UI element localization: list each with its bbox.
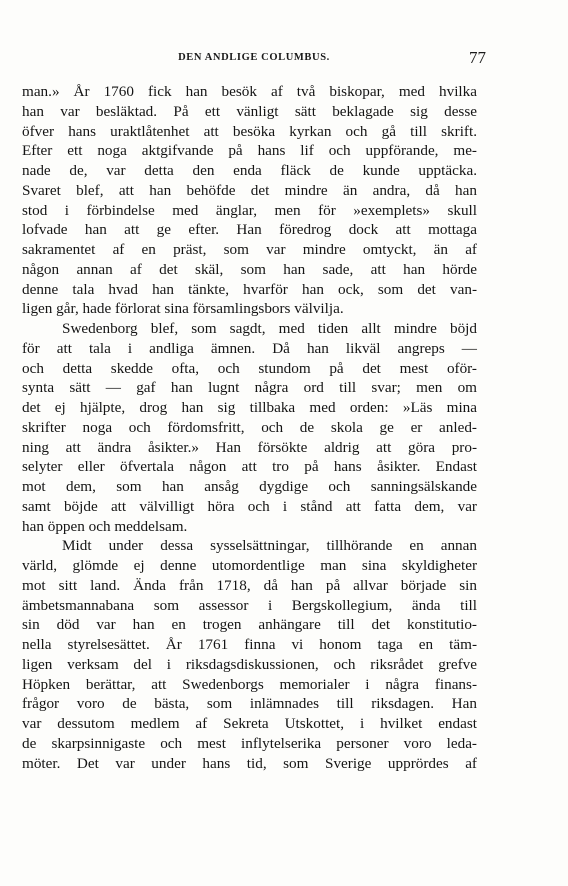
text-line: möter. Det var under hans tid, som Sverige upprördes af [22,754,477,772]
text-line: ämbetsmannabana som assessor i Bergskollegium, ända till [22,596,477,614]
text-line: denne tala hvad han tänkte, hvarför han ock, som det van- [22,280,477,298]
paragraph-2 [22,319,477,536]
text-line: värld, glömde ej denne utomordentlige man sina skyldigheter [22,557,477,574]
text-line: mot dem, som han ansåg dygdige och sanningsälskande [22,478,477,495]
text-line: Midt under dessa sysselsättningar, tillhörande en annan [62,537,477,555]
text-line: ligen går, hade förlorat sina församlingsbors välvilja. [22,300,344,318]
text-line: mot sitt land. Ända från 1718, då han på allvar började sin [22,576,477,594]
text-line: frågor voro de bästa, som inlämnades till riksdagen. Han [22,695,477,713]
text-line: han var besläktad. På ett vänligt sätt beklagade sig desse [22,102,477,120]
paragraph-3 [22,536,477,773]
text-line: samt böjde att välvilligt höra och i stånd att fatta dem, var [22,497,477,515]
text-line: för att tala i andliga ämnen. Då han likväl angreps — [22,339,477,357]
text-line: han öppen och meddelsam. [22,517,188,535]
text-line: ligen verksam del i riksdagsdiskussionen, och riksrådet grefve [22,655,477,673]
text-line: de skarpsinnigaste och mest inflytelserika personer voro leda- [22,734,477,752]
text-line: lofvade han att ge efter. Han föredrog dock att mottaga [22,221,477,239]
text-line: nade de, var detta den enda fläck de kunde upptäcka. [22,162,477,179]
text-line: sin död var han en trogen anhängare till det konstitutio- [22,616,477,634]
running-head: DEN ANDLIGE COLUMBUS. [178,52,330,63]
text-line: Höpken berättar, att Swedenborgs memorialer i några finans- [22,675,477,693]
paragraph-1 [22,82,477,319]
text-line: Svaret blef, att han behöfde det mindre än andra, då han [22,181,477,199]
page-header [22,48,486,70]
text-line: var dessutom medlem af Sekreta Utskottet, i hvilket endast [22,715,477,732]
text-line: skrifter noga och fördomsfritt, och de skola ge er anled- [22,418,477,436]
text-line: sakramentet af en präst, som var mindre omtyckt, än af [22,241,477,258]
body-text [22,82,477,773]
text-line: Swedenborg blef, som sagdt, med tiden allt mindre böjd [62,320,477,337]
text-line: öfver hans uraktlåtenhet att besöka kyrkan och gå till skrift. [22,122,477,140]
text-line: synta sätt — gaf han lugnt några ord till svar; men om [22,379,477,397]
text-line: stod i förbindelse med änglar, men för »exemplets» skull [22,201,477,219]
text-line: och detta skedde ofta, och stundom på det mest oför- [22,359,477,377]
text-line: nella styrelsesättet. År 1761 finna vi honom taga en täm- [22,636,477,653]
text-line: Efter ett noga aktgifvande på hans lif och uppförande, me- [22,142,477,160]
text-line: ning att ändra åsikter.» Han försökte aldrig att göra pro- [22,438,477,456]
text-line: selyter eller öfvertala någon att tro på hans åsikter. Endast [22,458,477,476]
page-number: 77 [469,48,486,67]
text-line: det ej hjälpte, drog han sig tillbaka med orden: »Läs mina [22,399,477,416]
text-line: någon annan af det skäl, som han sade, att han hörde [22,260,477,278]
text-line: man.» År 1760 fick han besök af två biskopar, med hvilka [22,83,477,100]
